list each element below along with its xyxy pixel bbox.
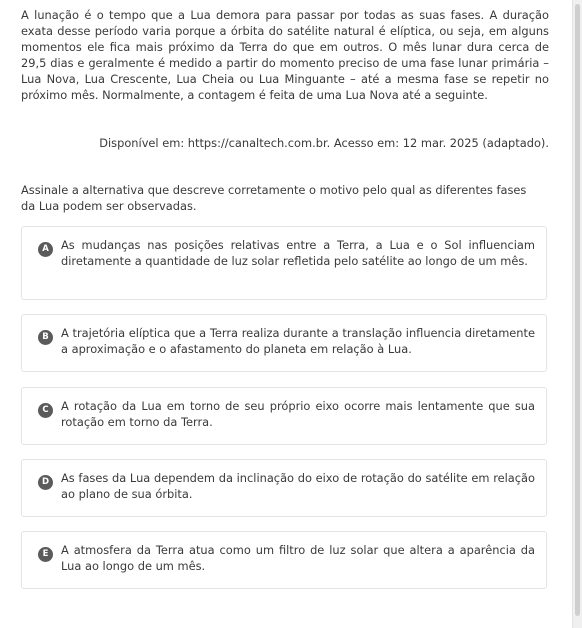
alternative-a[interactable] [21, 226, 547, 300]
alternative-b-text: A trajetória elíptica que a Terra realiza durante a translação influencia diretamente a aproximação e o afastamento do planeta em relação à Lua. [61, 326, 535, 356]
alternative-e[interactable] [21, 531, 547, 589]
alternative-c-letter-badge: C [38, 403, 53, 418]
alternative-e-letter-badge: E [38, 547, 53, 562]
alternative-b[interactable] [21, 314, 547, 372]
scrollbar-thumb[interactable] [575, 4, 580, 616]
alternative-d-letter-badge: D [38, 475, 53, 490]
alternative-a-letter-badge: A [38, 242, 53, 257]
question-statement: Assinale a alternativa que descreve corretamente o motivo pelo qual as diferentes fases da Lua podem ser observadas. [21, 183, 527, 213]
alternative-c-text: A rotação da Lua em torno de seu próprio eixo ocorre mais lentamente que sua rotação em torno da Terra. [61, 399, 535, 429]
passage-text: A lunação é o tempo que a Lua demora para passar por todas as suas fases. A duração exata desse período varia porque a órbita do satélite natural é elíptica, ou seja, em alguns momentos ele fica mais próximo da Terra do que em outros. O mês lunar dura cerca de 29,5 dias e geralmente é medido a partir do momento preciso de uma fase lunar primária – Lua Nova, Lua Crescente, Lua Cheia ou Lua Minguante – até a mesma fase se repetir no próximo mês. Normalmente, a contagem é feita de uma Lua Nova até a seguinte. [21, 8, 549, 102]
alternative-b-letter-badge: B [38, 330, 53, 345]
alternative-c[interactable] [21, 387, 547, 445]
passage-source: Disponível em: https://canaltech.com.br. Acesso em: 12 mar. 2025 (adaptado). [99, 136, 549, 150]
alternative-d[interactable] [21, 459, 547, 517]
vertical-scrollbar[interactable] [572, 0, 582, 628]
alternative-d-text: As fases da Lua dependem da inclinação do eixo de rotação do satélite em relação ao plano de sua órbita. [61, 471, 535, 501]
alternative-a-text: As mudanças nas posições relativas entre a Terra, a Lua e o Sol influenciam diretamente a quantidade de luz solar refletida pelo satélite ao longo de um mês. [61, 238, 535, 268]
alternative-e-text: A atmosfera da Terra atua como um filtro de luz solar que altera a aparência da Lua ao longo de um mês. [61, 543, 535, 573]
